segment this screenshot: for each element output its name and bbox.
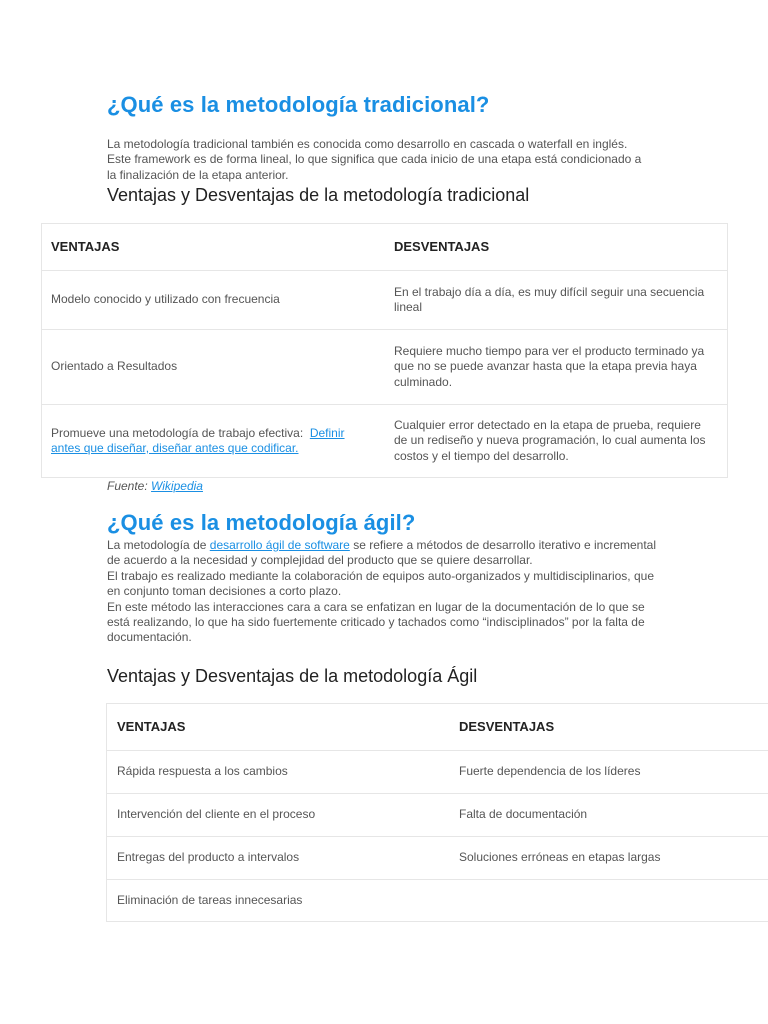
source-label: Fuente: [107,479,148,493]
ventaja-text-with-link [51,426,374,457]
subtitle-agil: Ventajas y Desventajas de la metodología Ágil [107,666,478,686]
table-header-row [42,224,727,270]
agil-paragraph-2: El trabajo es realizado mediante la colaboración de equipos auto-organizados y multidisciplinarios, que en conjunto toman decisiones a corto plazo. [107,568,654,599]
ventaja-cell: Orientado a Resultados [51,359,178,374]
table-agil [106,703,768,922]
ventaja-cell: Rápida respuesta a los cambios [117,764,288,779]
agil-paragraph-1 [107,538,657,569]
table-row [107,793,768,836]
desventaja-cell: Requiere mucho tiempo para ver el producto terminado ya que no se puede avanzar hasta que la etapa previa haya culminado. [394,343,705,389]
subtitle-tradicional: Ventajas y Desventajas de la metodología tradicional [107,185,530,205]
section-title-agil: ¿Qué es la metodología ágil? [107,510,416,535]
table-row [42,329,727,404]
ventaja-text: Promueve una metodología de trabajo efectiva: [51,425,304,440]
table-row [42,270,727,329]
table-row [107,836,768,879]
intro-paragraph-agil [107,538,657,646]
desventaja-cell [449,880,768,921]
desventaja-cell: Fuerte dependencia de los líderes [459,764,641,779]
table-row [107,879,768,921]
agil-paragraph-3: En este método las interacciones cara a cara se enfatizan en lugar de la documentación de lo que se está realizando, lo que ha sido fuertemente criticado y tachados como “indisciplinados” por la falta de documentación. [107,599,645,645]
desventaja-cell: Falta de documentación [459,807,588,822]
wikipedia-link[interactable]: Wikipedia [151,479,203,493]
p1-text-after: se refiere a métodos de desarrollo iterativo e incremental de acuerdo a la necesidad y complejidad del producto que se quiere desarrollar. [107,538,657,568]
source-line [107,479,203,493]
header-ventajas: VENTAJAS [51,239,120,255]
desventaja-cell: Soluciones erróneas en etapas largas [459,850,661,865]
desarrollo-agil-link[interactable]: desarrollo ágil de software [209,538,350,552]
intro-paragraph-tradicional: La metodología tradicional también es conocida como desarrollo en cascada o waterfall en inglés. Este framework es de forma lineal, lo que significa que cada inicio de una etapa está condicionado a la finalización de la etapa anterior. [107,137,642,182]
header-desventajas: DESVENTAJAS [394,239,490,255]
ventaja-cell [42,405,384,477]
desventaja-cell: En el trabajo día a día, es muy difícil seguir una secuencia lineal [394,284,705,314]
ventaja-cell: Entregas del producto a intervalos [117,850,300,865]
ventaja-cell: Intervención del cliente en el proceso [117,807,316,822]
header-ventajas: VENTAJAS [117,719,186,735]
desventaja-cell: Cualquier error detectado en la etapa de prueba, requiere de un rediseño y nueva programación, lo cual aumenta los costos y el tiempo del desarrollo. [394,417,706,463]
p1-text-before: La metodología de [107,538,207,552]
table-tradicional [41,223,728,478]
table-row [42,404,727,477]
header-desventajas: DESVENTAJAS [459,719,555,735]
ventaja-cell: Eliminación de tareas innecesarias [117,892,303,907]
section-title-tradicional: ¿Qué es la metodología tradicional? [107,92,490,117]
table-row [107,750,768,793]
ventaja-cell: Modelo conocido y utilizado con frecuencia [51,292,280,307]
table-header-row [107,704,768,750]
definir-link[interactable]: Definir antes que diseñar, diseñar antes que codificar. [51,425,345,455]
